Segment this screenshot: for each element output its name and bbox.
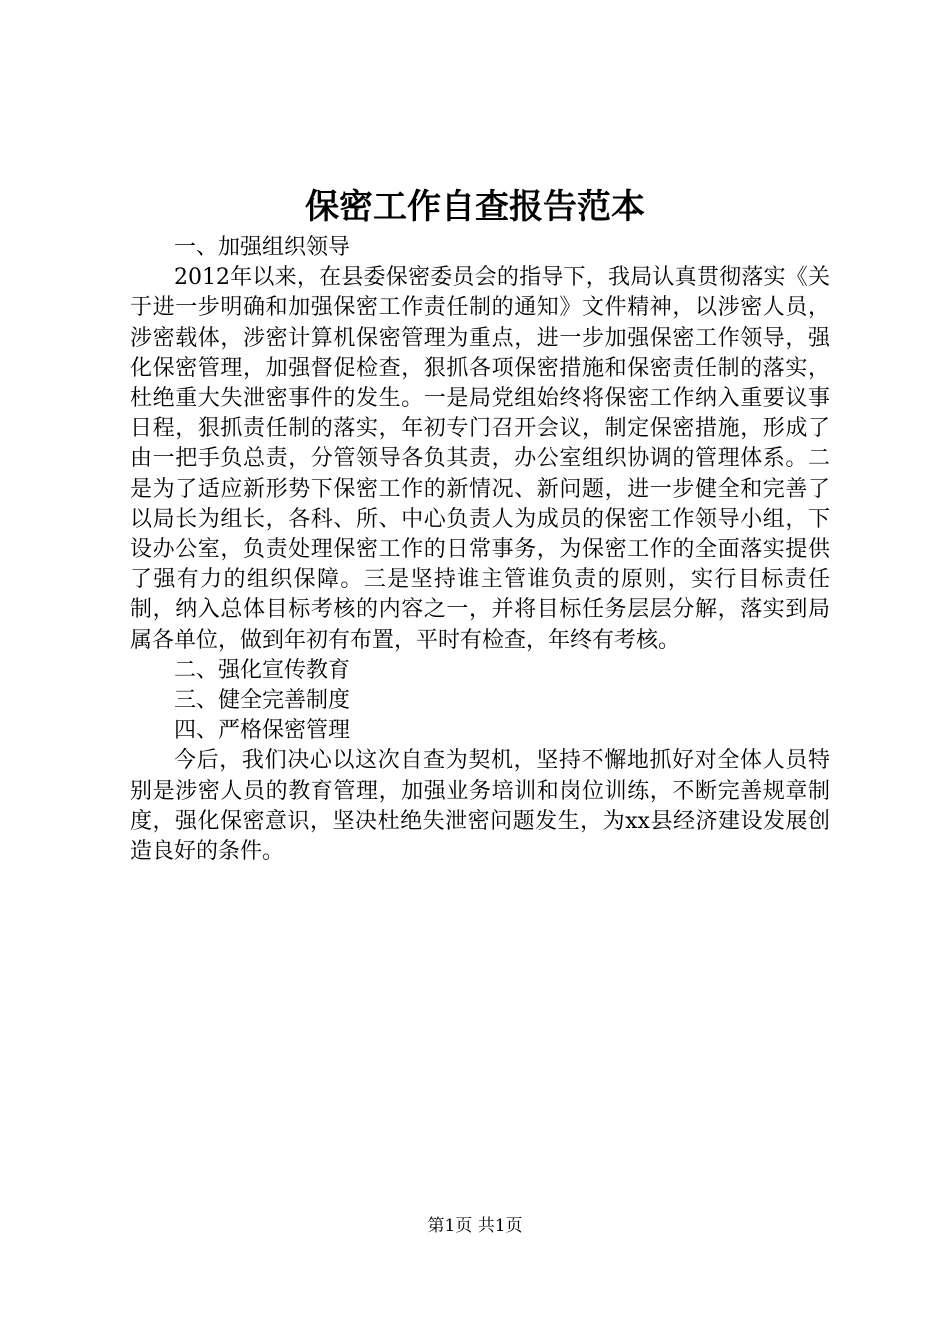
page-footer: 第1页 共1页 — [427, 1216, 523, 1236]
document-body — [130, 233, 830, 867]
section-heading-1: 一、加强组织领导 — [174, 235, 351, 260]
document-title: 保密工作自查报告范本 — [305, 187, 645, 227]
section-heading-4: 四、严格保密管理 — [174, 718, 351, 744]
section-heading-3: 三、健全完善制度 — [174, 688, 351, 714]
closing-paragraph: 今后，我们决心以这次自查为契机，坚持不懈地抓好对全体人员特别是涉密人员的教育管理，加强业务培训和岗位训练，不断完善规章制度，强化保密意识，坚决杜绝失泄密问题发生，为xx县经济建设发展创造良好的条件。 — [130, 748, 830, 865]
section-paragraph-1: 2012年以来，在县委保密委员会的指导下，我局认真贯彻落实《关于进一步明确和加强保密工作责任制的通知》文件精神，以涉密人员，涉密载体，涉密计算机保密管理为重点，进一步加强保密工作领导，强化保密管理，加强督促检查，狠抓各项保密措施和保密责任制的落实，杜绝重大失泄密事件的发生。一是局党组始终将保密工作纳入重要议事日程，狠抓责任制的落实，年初专门召开会议，制定保密措施，形成了由一把手负总责，分管领导各负其责，办公室组织协调的管理体系。二是为了适应新形势下保密工作的新情况、新问题，进一步健全和完善了以局长为组长，各科、所、中心负责人为成员的保密工作领导小组，下设办公室，负责处理保密工作的日常事务，为保密工作的全面落实提供了强有力的组织保障。三是坚持谁主管谁负责的原则，实行目标责任制，纳入总体目标考核的内容之一，并将目标任务层层分解，落实到局属各单位，做到年初有布置，平时有检查，年终有考核。 — [130, 265, 830, 653]
section-heading-2: 二、强化宣传教育 — [174, 657, 351, 683]
